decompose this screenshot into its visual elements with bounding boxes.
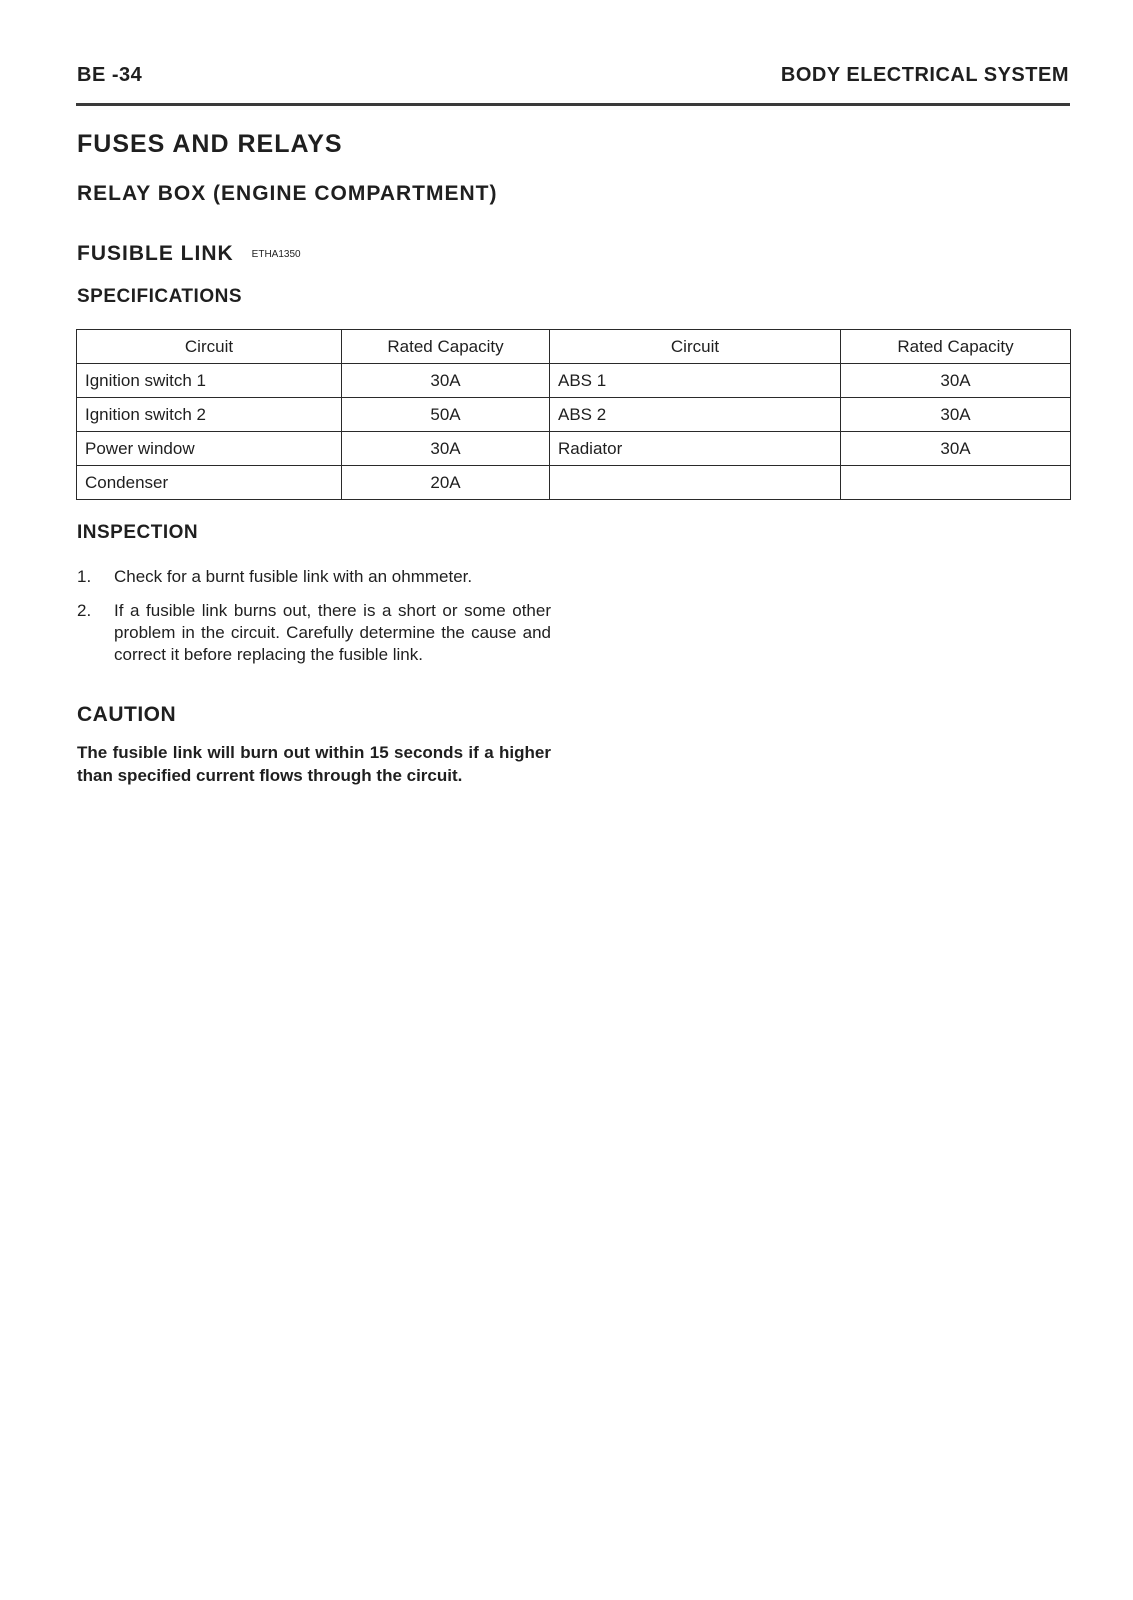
header-rule [76,103,1070,106]
column-header: Circuit [77,330,342,364]
circuit-cell: Ignition switch 2 [77,398,342,432]
step-number: 2. [77,601,92,620]
table-header-row [77,330,1071,364]
section-code: ETHA1350 [251,248,301,260]
step-number: 1. [77,567,92,586]
list-item [77,600,551,666]
circuit-cell: Condenser [77,466,342,500]
step-text: If a fusible link burns out, there is a short or some other problem in the circuit. Carefully determine the cause and correct it before replacing the fusible link. [114,601,551,664]
circuit-cell: Power window [77,432,342,466]
circuit-cell [550,466,841,500]
column-header: Rated Capacity [841,330,1071,364]
capacity-cell: 30A [841,432,1071,466]
capacity-cell: 30A [841,398,1071,432]
page-subtitle: RELAY BOX (ENGINE COMPARTMENT) [77,182,498,205]
section-heading [77,242,301,266]
specifications-table [76,329,1071,500]
capacity-cell: 50A [342,398,550,432]
list-item [77,566,551,588]
circuit-cell: ABS 1 [550,364,841,398]
column-header: Circuit [550,330,841,364]
page-title: FUSES AND RELAYS [77,130,343,158]
table-row [77,466,1071,500]
inspection-steps [77,566,551,678]
step-text: Check for a burnt fusible link with an ohmmeter. [114,567,473,586]
running-title: BODY ELECTRICAL SYSTEM [780,64,1069,86]
circuit-cell: ABS 2 [550,398,841,432]
table-row [77,364,1071,398]
table-row [77,398,1071,432]
page-number: BE -34 [77,64,143,86]
capacity-cell: 30A [342,364,550,398]
capacity-cell: 20A [342,466,550,500]
capacity-cell: 30A [841,364,1071,398]
specifications-heading: SPECIFICATIONS [77,286,242,307]
table-row [77,432,1071,466]
column-header: Rated Capacity [342,330,550,364]
section-title: FUSIBLE LINK [77,242,234,265]
inspection-heading: INSPECTION [77,522,199,543]
caution-text: The fusible link will burn out within 15 seconds if a higher than specified current flows through the circuit. [77,743,551,785]
capacity-cell [841,466,1071,500]
circuit-cell: Ignition switch 1 [77,364,342,398]
circuit-cell: Radiator [550,432,841,466]
caution-heading: CAUTION [77,703,177,726]
capacity-cell: 30A [342,432,550,466]
